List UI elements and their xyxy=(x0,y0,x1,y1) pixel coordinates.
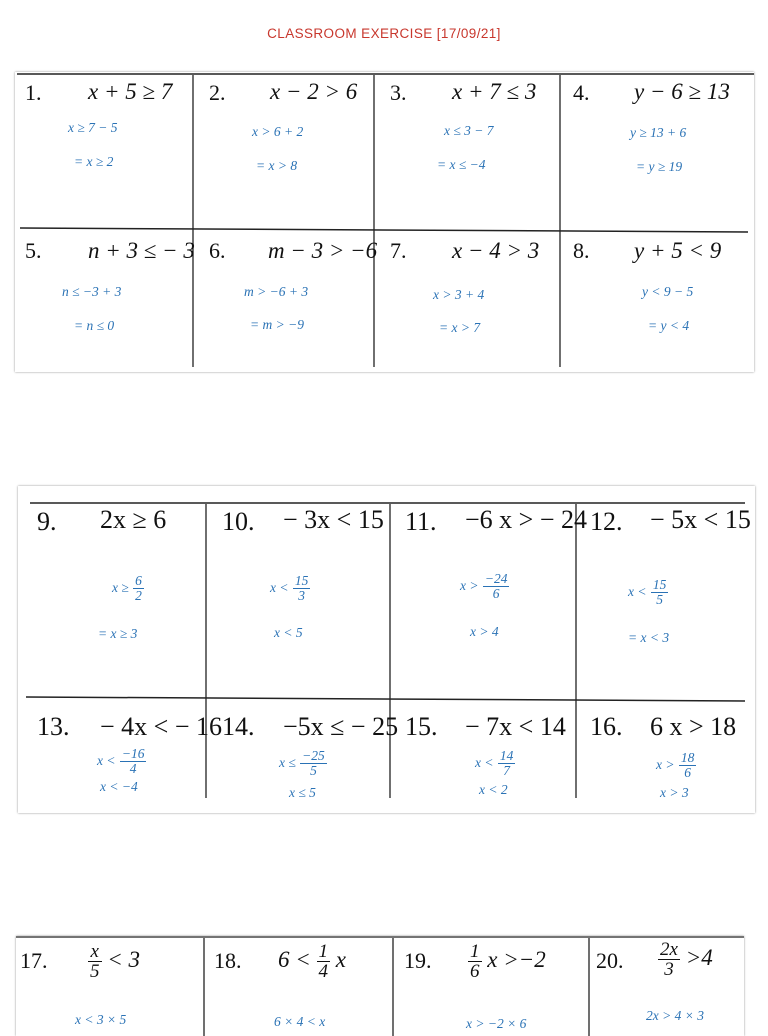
answer-fraction-step xyxy=(656,751,697,780)
answer-step-1: 6 × 4 < x xyxy=(274,1014,326,1029)
fraction-numerator: 6 xyxy=(135,573,142,588)
answer-fraction xyxy=(483,572,510,601)
answer-result: x < 2 xyxy=(479,782,508,797)
answer-step-2: = x > 8 xyxy=(256,158,298,173)
answer-lhs: x < xyxy=(628,583,647,599)
sheet-1-grid-lines xyxy=(15,72,754,372)
problem-inequality: − 3x < 15 xyxy=(283,505,384,534)
answer-step-1: x ≥ 7 − 5 xyxy=(68,120,118,135)
answer-fraction-step xyxy=(279,749,328,778)
problem-inequality: −5x ≤ − 25 xyxy=(283,712,399,741)
answer-step-2: = x ≤ −4 xyxy=(437,157,486,172)
answer-result: = x ≥ 3 xyxy=(98,626,138,641)
problem-number: 14. xyxy=(222,712,255,741)
fraction-denominator: 5 xyxy=(656,592,663,608)
problem-number: 5. xyxy=(25,238,42,263)
problem-number: 9. xyxy=(37,507,57,536)
answer-step-2: = y < 4 xyxy=(648,318,690,333)
problem-inequality: −6 x > − 24 xyxy=(465,505,587,534)
problem-inequality: − 7x < 14 xyxy=(465,712,566,741)
problem-number: 12. xyxy=(590,507,623,536)
fraction-denominator: 4 xyxy=(129,761,137,777)
answer-step-1: x > 6 + 2 xyxy=(252,124,304,139)
problem-number: 6. xyxy=(209,238,226,263)
problem-inequality: x + 7 ≤ 3 xyxy=(452,79,537,104)
problem-fraction xyxy=(468,942,482,981)
problem-inequality: 6 x > 18 xyxy=(650,712,737,741)
answer-step-1: x > −2 × 6 xyxy=(466,1016,527,1031)
fraction-numerator: 1 xyxy=(318,941,329,962)
answer-step-2: = m > −9 xyxy=(250,317,304,332)
problem-number: 18. xyxy=(214,948,242,973)
answer-step-2: = y ≥ 19 xyxy=(636,159,683,174)
answer-fraction-step xyxy=(460,572,510,601)
problem-number: 3. xyxy=(390,80,407,105)
fraction-numerator: 15 xyxy=(652,577,667,592)
fraction-denominator: 7 xyxy=(503,763,510,779)
answer-result: x < −4 xyxy=(100,779,138,794)
answer-fraction-step xyxy=(97,747,147,776)
fraction-numerator: 14 xyxy=(499,748,514,763)
problem-number: 20. xyxy=(596,948,624,973)
fraction-denominator: 3 xyxy=(664,959,674,980)
answer-step-1: x > 3 + 4 xyxy=(433,287,485,302)
problem-number: 1. xyxy=(25,80,42,105)
fraction-denominator: 2 xyxy=(135,588,142,604)
answer-step-2: = x ≥ 2 xyxy=(74,154,114,169)
fraction-numerator: 1 xyxy=(470,941,480,962)
answer-fraction-step xyxy=(270,574,311,603)
answer-step-2: = x > 7 xyxy=(439,320,481,335)
problem-number: 4. xyxy=(573,80,590,105)
fraction-numerator: 2x xyxy=(660,939,678,960)
answer-result: x > 3 xyxy=(660,785,689,800)
answer-lhs: x < xyxy=(97,752,116,768)
answer-lhs: x < xyxy=(475,754,494,770)
answer-result: x > 4 xyxy=(470,624,499,639)
answer-step-1: m > −6 + 3 xyxy=(244,284,309,299)
problem-number: 7. xyxy=(390,238,407,263)
answer-fraction xyxy=(133,574,144,603)
problem-fraction xyxy=(658,940,680,979)
problem-inequality: n + 3 ≤ − 3 xyxy=(88,238,195,263)
fraction-denominator: 6 xyxy=(492,586,500,602)
fraction-denominator: 6 xyxy=(470,961,480,982)
problem-fraction xyxy=(88,942,102,981)
answer-step-1: y ≥ 13 + 6 xyxy=(630,125,687,140)
answer-step-1: 2x > 4 × 3 xyxy=(646,1008,704,1023)
problem-number: 15. xyxy=(405,712,438,741)
problem-inequality: x − 4 > 3 xyxy=(452,238,540,263)
problem-number: 2. xyxy=(209,80,226,105)
problem-number: 17. xyxy=(20,948,48,973)
problem-number: 11. xyxy=(405,507,437,536)
problem-number: 10. xyxy=(222,507,255,536)
answer-result: = x < 3 xyxy=(628,630,670,645)
problem-number: 13. xyxy=(37,712,70,741)
fraction-denominator: 5 xyxy=(310,763,317,779)
problem-inequality: y − 6 ≥ 13 xyxy=(634,79,730,104)
answer-fraction xyxy=(679,751,697,780)
fraction-numerator: −25 xyxy=(302,748,325,763)
problem-inequality: y + 5 < 9 xyxy=(634,238,722,263)
fraction-denominator: 6 xyxy=(684,765,691,781)
problem-inequality: − 5x < 15 xyxy=(650,505,751,534)
problem-number: 16. xyxy=(590,712,623,741)
answer-lhs: x < xyxy=(270,579,289,595)
problem-inequality xyxy=(88,942,140,981)
answer-step-1: x ≤ 3 − 7 xyxy=(444,123,494,138)
fraction-denominator: 3 xyxy=(298,588,305,604)
fraction-denominator: 5 xyxy=(90,961,100,982)
problem-inequality: − 4x < − 16 xyxy=(100,712,222,741)
answer-step-1: x < 3 × 5 xyxy=(75,1012,127,1027)
answer-fraction-step xyxy=(628,578,669,607)
worksheet-sheet-1 xyxy=(15,72,754,372)
problem-suffix: x xyxy=(335,946,346,972)
problem-inequality: 2x ≥ 6 xyxy=(100,505,167,534)
answer-result: x ≤ 5 xyxy=(289,785,316,800)
problem-inequality xyxy=(468,942,546,981)
answer-lhs: x ≥ xyxy=(112,579,129,595)
answer-step-1: n ≤ −3 + 3 xyxy=(62,284,122,299)
problem-inequality xyxy=(658,940,713,979)
answer-fraction xyxy=(293,574,311,603)
problem-fraction xyxy=(317,942,331,981)
problem-inequality xyxy=(278,942,346,981)
problem-prefix: 6 < xyxy=(278,946,311,972)
answer-lhs: x > xyxy=(656,756,675,772)
answer-step-2: = n ≤ 0 xyxy=(74,318,115,333)
fraction-numerator: x xyxy=(88,942,102,962)
fraction-numerator: −16 xyxy=(121,746,145,761)
answer-fraction xyxy=(120,747,147,776)
answer-result: x < 5 xyxy=(274,625,303,640)
answer-fraction xyxy=(498,749,516,778)
problem-inequality: x − 2 > 6 xyxy=(270,79,358,104)
answer-fraction-step xyxy=(475,749,516,778)
answer-fraction xyxy=(300,749,327,778)
page-title: CLASSROOM EXERCISE [17/09/21] xyxy=(267,26,501,41)
answer-fraction xyxy=(651,578,669,607)
problem-number: 19. xyxy=(404,948,432,973)
answer-step-1: y < 9 − 5 xyxy=(642,284,694,299)
problem-suffix: x >−2 xyxy=(487,946,546,972)
answer-lhs: x > xyxy=(460,577,479,593)
answer-lhs: x ≤ xyxy=(279,754,296,770)
fraction-numerator: 18 xyxy=(680,750,695,765)
fraction-numerator: −24 xyxy=(484,571,508,586)
problem-suffix: < 3 xyxy=(107,946,141,972)
problem-inequality: x + 5 ≥ 7 xyxy=(88,79,173,104)
answer-fraction-step xyxy=(112,574,145,603)
problem-suffix: >4 xyxy=(685,944,713,970)
fraction-numerator: 15 xyxy=(294,573,309,588)
fraction-denominator: 4 xyxy=(318,961,329,982)
problem-number: 8. xyxy=(573,238,590,263)
problem-inequality: m − 3 > −6 xyxy=(268,238,378,263)
